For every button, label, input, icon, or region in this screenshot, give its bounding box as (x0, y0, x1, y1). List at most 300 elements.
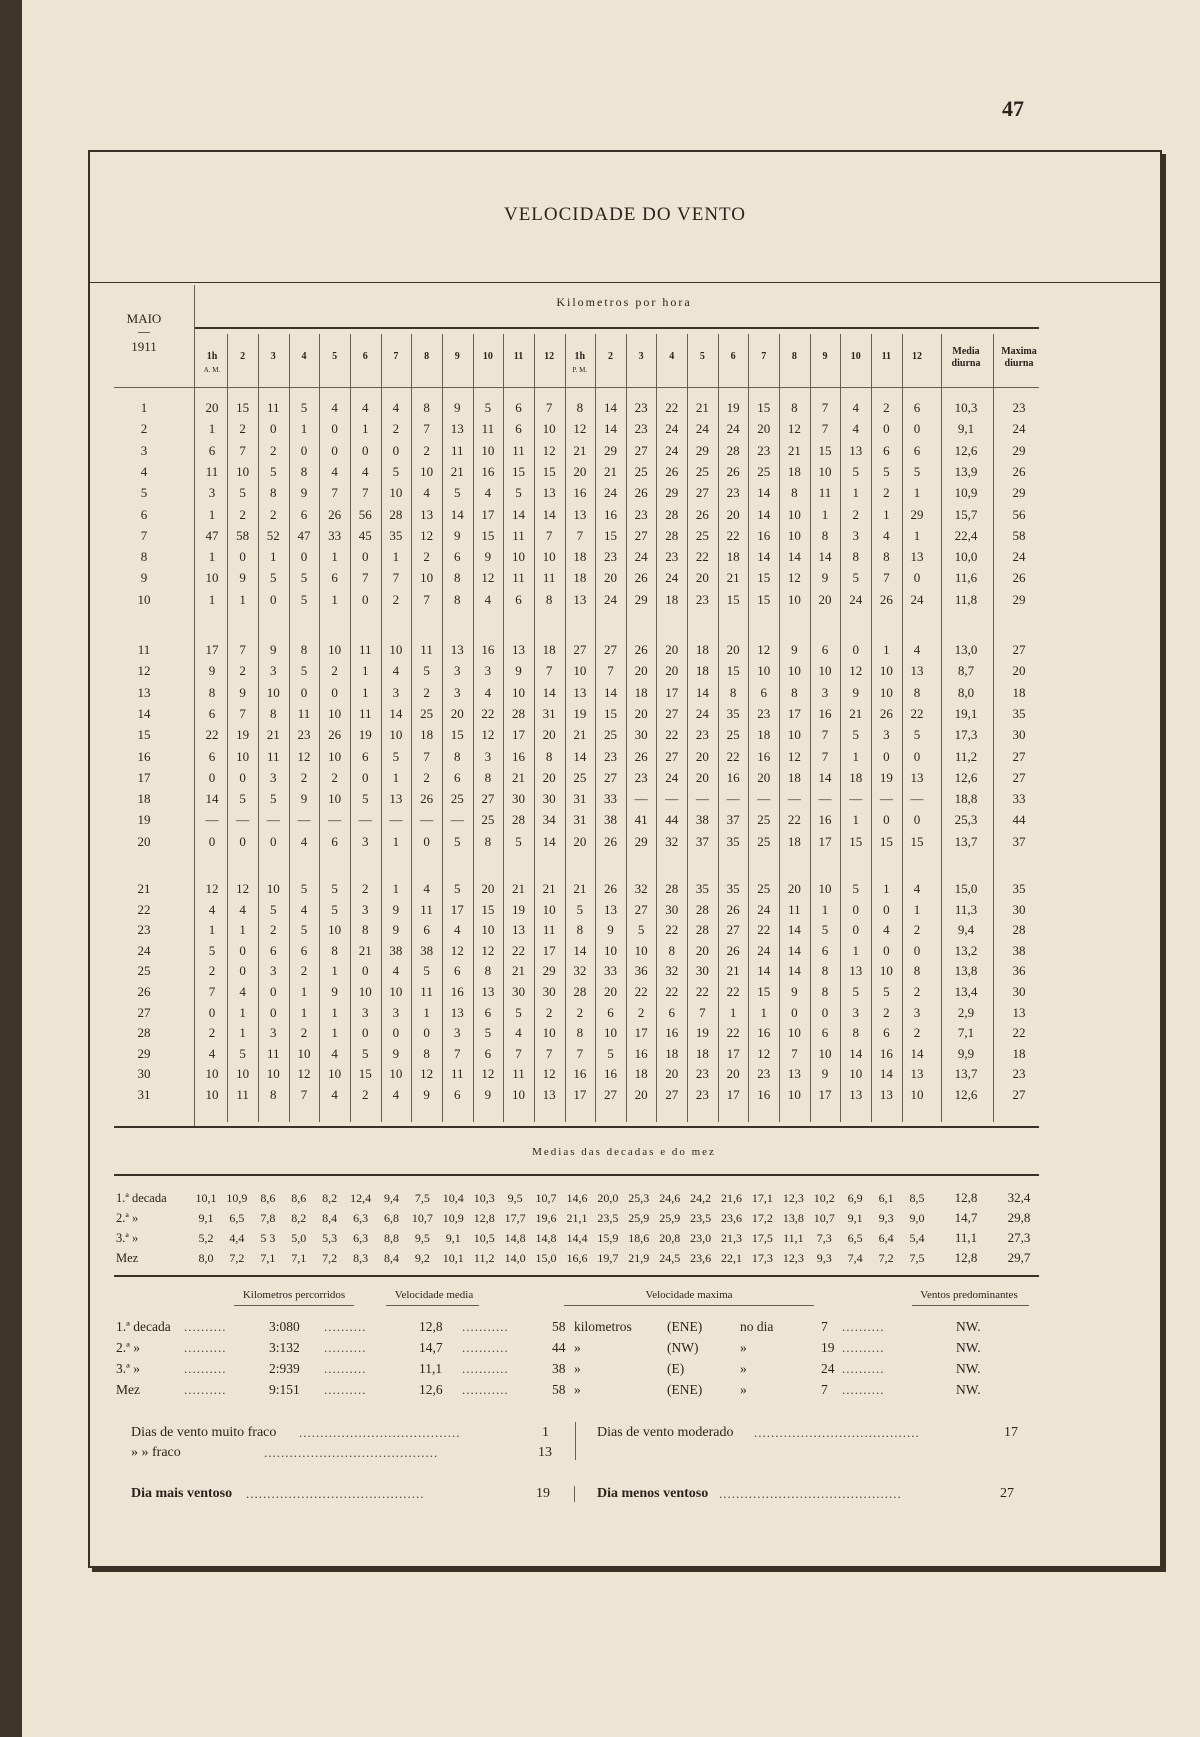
decade-value: 10,1 (442, 1251, 464, 1265)
column-rule (575, 1422, 576, 1460)
hour-value: 6 (208, 748, 216, 764)
hour-value: 6 (423, 922, 430, 938)
hour-value: 56 (358, 506, 372, 522)
column-rule (574, 1486, 575, 1502)
hour-value: 2 (883, 400, 890, 415)
hour-value: 29 (634, 833, 648, 849)
hour-header: 5 (332, 351, 338, 362)
day-label: 21 (137, 881, 151, 896)
hour-value: — (726, 791, 740, 807)
hour-value: 10 (910, 1087, 924, 1102)
hour-value: 18 (573, 549, 587, 565)
hour-value: 6 (607, 1004, 614, 1020)
hour-value: 26 (695, 506, 709, 522)
decade-mean: 12,8 (954, 1190, 978, 1205)
decade-value: 17,3 (751, 1251, 773, 1265)
hour-value: 0 (913, 812, 921, 828)
daily-max: 30 (1012, 727, 1026, 743)
decade-value: 19,6 (535, 1211, 557, 1225)
hour-value: 10 (481, 922, 495, 938)
hour-value: 6 (668, 1004, 676, 1020)
summary-km: 3:080 (269, 1319, 300, 1334)
hour-value: 15 (603, 527, 617, 543)
hour-value: 35 (726, 833, 740, 849)
hour-value: 12 (481, 570, 495, 586)
hour-value: 8 (821, 527, 829, 543)
row-rule (114, 1275, 1039, 1277)
summary-dots: .......... (842, 1382, 885, 1397)
hour-value: 26 (634, 485, 648, 501)
hour-value: 1 (729, 1004, 737, 1020)
footer-dots: .......................................... (246, 1486, 425, 1501)
hour-value: 12 (450, 942, 464, 958)
hour-value: 17 (726, 1045, 740, 1061)
hour-value: 7 (883, 570, 890, 586)
daily-mean: 11,3 (954, 901, 978, 917)
hour-value: 16 (603, 506, 617, 522)
hour-value: 13 (849, 963, 863, 979)
hour-value: 1 (392, 769, 400, 785)
hour-value: 13 (450, 642, 464, 657)
decade-label: 2.ª » (116, 1211, 139, 1225)
daily-max: 27 (1012, 769, 1026, 785)
hour-value: 26 (603, 833, 617, 849)
hour-value: 1 (883, 881, 890, 896)
hour-value: 20 (634, 705, 648, 721)
hour-value: 6 (453, 769, 461, 785)
hour-value: 7 (545, 527, 553, 543)
hour-value: 13 (389, 791, 403, 807)
hour-value: 8 (270, 485, 277, 501)
hour-value: 8 (576, 1025, 584, 1041)
hour-value: 10 (481, 442, 495, 458)
hour-value: 1 (913, 527, 921, 543)
decade-value: 8,8 (383, 1231, 399, 1245)
decade-value: 14,4 (566, 1231, 588, 1245)
month-label: MAIO (126, 311, 162, 326)
hour-value: 33 (603, 963, 617, 979)
hour-value: 9 (607, 922, 614, 938)
hour-value: 20 (726, 506, 740, 522)
hour-value: 21 (573, 881, 587, 896)
hour-value: — (297, 812, 311, 828)
hour-value: 13 (910, 769, 924, 785)
hour-value: 0 (392, 1025, 400, 1041)
hour-value: 13 (450, 421, 464, 437)
hour-value: 12 (542, 1066, 556, 1082)
hour-value: 4 (392, 400, 400, 415)
hour-value: 5 (300, 570, 308, 586)
hour-value: 8 (576, 400, 584, 415)
hour-value: 10 (634, 942, 648, 958)
decade-max: 32,4 (1007, 1190, 1031, 1205)
hour-value: 8 (821, 963, 829, 979)
hour-value: 23 (757, 705, 771, 721)
hour-value: 25 (726, 727, 740, 743)
daily-mean: 10,3 (954, 400, 978, 415)
hour-value: 11 (236, 1087, 249, 1102)
footer-dots: ......................................... (264, 1445, 439, 1460)
summary-day: 19 (821, 1340, 835, 1355)
hour-value: 15 (603, 705, 617, 721)
hour-value: 22 (481, 705, 495, 721)
hour-value: 2 (423, 442, 430, 458)
hour-value: 0 (852, 922, 859, 938)
hour-value: 26 (603, 881, 617, 896)
daily-mean: 10,9 (954, 485, 978, 501)
daily-max: 24 (1012, 549, 1026, 565)
daily-mean: 13,0 (954, 642, 978, 657)
hour-value: 4 (883, 527, 890, 543)
hour-value: 25 (603, 727, 617, 743)
hour-value: 11 (542, 922, 556, 938)
maxima-header: Maxima diurna (1001, 346, 1037, 369)
hour-value: 29 (542, 963, 556, 979)
hour-value: 5 (821, 922, 829, 938)
hour-value: 4 (913, 881, 921, 896)
hour-value: 0 (423, 1025, 430, 1041)
summary-heading-ventos: Ventos predominantes (920, 1289, 1018, 1301)
hour-value: 2 (331, 769, 338, 785)
hour-value: 5 (883, 463, 890, 479)
hour-header: 6 (730, 351, 736, 362)
hour-value: 12 (481, 1066, 495, 1082)
year-label: 1911 (131, 339, 157, 354)
hour-value: 23 (726, 485, 740, 501)
decade-value: 20,0 (597, 1191, 619, 1205)
hour-value: 8 (270, 705, 277, 721)
hour-value: 10 (757, 663, 771, 679)
hour-value: 0 (791, 1004, 798, 1020)
hour-value: 7 (607, 663, 614, 679)
hour-value: 1 (392, 881, 400, 896)
hour-value: 20 (757, 769, 771, 785)
hour-value: 1 (331, 549, 338, 565)
hour-value: 9 (300, 485, 308, 501)
hour-value: 23 (634, 769, 648, 785)
hour-value: 23 (695, 727, 709, 743)
hour-value: 4 (331, 463, 338, 479)
hour-value: 20 (787, 881, 801, 896)
hour-value: 2 (545, 1004, 553, 1020)
hour-value: 2 (576, 1004, 584, 1020)
hour-value: 11 (420, 984, 433, 999)
hour-value: 17 (818, 1087, 832, 1102)
hour-value: 5 (392, 463, 400, 479)
hour-value: 38 (603, 812, 617, 828)
hour-value: 0 (883, 748, 890, 764)
hour-value: 23 (634, 506, 648, 522)
hour-value: 28 (512, 812, 526, 828)
hour-value: 23 (695, 1087, 709, 1102)
hour-value: 11 (267, 748, 280, 764)
hour-value: 12 (849, 663, 863, 679)
hour-value: 2 (913, 922, 921, 938)
hour-value: 20 (205, 400, 219, 415)
column-rule (993, 334, 994, 1122)
hour-value: 21 (512, 963, 526, 979)
hour-value: 0 (423, 833, 430, 849)
decade-value: 9,1 (198, 1211, 214, 1225)
hour-value: 10 (205, 1087, 219, 1102)
decade-value: 8,3 (353, 1251, 369, 1265)
hour-value: 2 (392, 421, 400, 437)
day-label: 16 (137, 748, 151, 764)
daily-max: 23 (1012, 400, 1026, 415)
hour-value: 1 (331, 963, 338, 979)
hour-value: 7 (453, 1045, 461, 1061)
hour-value: 8 (484, 769, 492, 785)
decade-value: 9,0 (909, 1211, 925, 1225)
day-label: 29 (137, 1045, 151, 1061)
hour-value: 5 (607, 1045, 614, 1061)
hour-value: 11 (267, 400, 280, 415)
hour-value: 0 (821, 1004, 829, 1020)
summary-dots: .......... (324, 1319, 367, 1334)
hour-value: 2 (270, 442, 277, 458)
hour-value: 13 (481, 984, 495, 999)
hour-value: 19 (695, 1025, 709, 1041)
hour-value: 7 (392, 570, 400, 586)
summary-row-label: 3.ª » (116, 1361, 140, 1376)
hour-value: 5 (913, 463, 921, 479)
hour-value: 5 (883, 984, 890, 999)
hour-value: 10 (787, 591, 801, 607)
decade-value: 9,4 (383, 1191, 399, 1205)
hour-value: 4 (331, 1045, 338, 1061)
hour-value: 38 (420, 942, 434, 958)
hour-value: 35 (726, 705, 740, 721)
daily-max: 29 (1012, 485, 1026, 501)
hour-value: 5 (362, 1045, 369, 1061)
decade-value: 17,5 (751, 1231, 773, 1245)
hour-value: 20 (603, 570, 617, 586)
hour-value: 24 (603, 591, 617, 607)
daily-mean: 13,9 (954, 463, 978, 479)
decade-value: 7,5 (909, 1251, 925, 1265)
day-label: 12 (137, 663, 151, 679)
hour-value: 18 (787, 833, 801, 849)
hour-value: 0 (239, 549, 246, 565)
hour-value: 25 (757, 463, 771, 479)
hour-value: 10 (542, 549, 556, 565)
hour-value: 6 (515, 400, 522, 415)
hour-value: 0 (270, 591, 277, 607)
day-label: 1 (140, 400, 148, 415)
hour-value: 10 (603, 942, 617, 958)
hour-value: 8 (545, 591, 553, 607)
hour-value: 20 (665, 663, 679, 679)
hour-value: 10 (389, 984, 403, 999)
hour-value: 8 (821, 984, 829, 999)
hour-value: 2 (208, 963, 216, 979)
daily-max: 38 (1012, 942, 1026, 958)
hour-value: 0 (852, 642, 859, 657)
hour-value: 6 (208, 705, 216, 721)
hour-value: 21 (573, 727, 587, 743)
hour-value: 25 (695, 527, 709, 543)
daily-max: 37 (1012, 833, 1026, 849)
hour-value: 2 (913, 1025, 921, 1041)
summary-unit: kilometros (574, 1319, 632, 1334)
hour-value: 26 (634, 642, 648, 657)
hour-value: 21 (512, 769, 526, 785)
summary-direction: (ENE) (667, 1319, 703, 1334)
daily-max: 30 (1012, 984, 1026, 999)
decade-max: 29,8 (1007, 1210, 1031, 1225)
hour-header: 3 (270, 351, 276, 362)
hour-value: — (787, 791, 801, 807)
hour-value: 8 (270, 1087, 277, 1102)
hour-value: 16 (481, 642, 495, 657)
hour-value: 17 (665, 684, 679, 700)
hour-value: 22 (695, 984, 709, 999)
hour-value: 32 (634, 881, 648, 896)
hour-value: 30 (542, 984, 556, 999)
summary-max: 58 (552, 1319, 566, 1334)
hour-value: 22 (665, 727, 679, 743)
hour-value: 10 (328, 705, 342, 721)
hour-value: 6 (821, 642, 829, 657)
hour-value: 10 (389, 642, 403, 657)
hour-value: 10 (512, 1087, 526, 1102)
hour-value: 12 (205, 881, 219, 896)
hour-value: 7 (362, 485, 369, 501)
decade-value: 23,6 (721, 1211, 743, 1225)
hour-value: 7 (821, 748, 829, 764)
decade-value: 9,5 (414, 1231, 430, 1245)
hour-value: 7 (576, 527, 584, 543)
hour-value: 4 (484, 684, 492, 700)
hour-header: 8 (791, 351, 797, 362)
hour-value: 0 (239, 833, 246, 849)
hour-value: 20 (726, 642, 740, 657)
decade-mean: 12,8 (954, 1250, 978, 1265)
hour-value: 14 (757, 485, 771, 501)
hour-value: 9 (484, 1087, 492, 1102)
hour-value: 29 (910, 506, 924, 522)
hour-value: 23 (634, 400, 648, 415)
hour-value: — (910, 791, 924, 807)
hour-value: 5 (300, 922, 308, 938)
daily-mean: 8,0 (957, 684, 975, 700)
hour-value: 9 (821, 570, 829, 586)
decade-value: 7,2 (878, 1251, 894, 1265)
hour-value: 9 (300, 791, 308, 807)
hour-value: 11 (512, 1066, 525, 1082)
hour-value: 10 (603, 1025, 617, 1041)
hour-value: 16 (481, 463, 495, 479)
hour-value: 27 (634, 901, 648, 917)
day-label: 7 (140, 527, 148, 543)
hour-value: 0 (300, 549, 308, 565)
hour-value: 24 (849, 591, 863, 607)
hour-value: 0 (331, 421, 338, 437)
decade-value: 12,3 (782, 1251, 804, 1265)
hour-value: 7 (515, 1045, 522, 1061)
hour-value: 8 (791, 400, 798, 415)
hour-value: 30 (542, 791, 556, 807)
hour-value: 1 (852, 748, 859, 764)
hour-value: 2 (423, 769, 430, 785)
day-label: 13 (137, 684, 151, 700)
hour-value: 8 (484, 963, 492, 979)
hour-value: 0 (913, 942, 921, 958)
hour-value: 8 (484, 833, 492, 849)
hour-header: 2 (240, 351, 246, 362)
hour-value: 18 (695, 1045, 709, 1061)
summary-direction: (ENE) (667, 1382, 703, 1397)
hour-value: — (757, 791, 771, 807)
hour-value: 11 (512, 442, 525, 458)
hour-value: 7 (331, 485, 338, 501)
summary-heading-km: Kilometros percorridos (242, 1289, 346, 1301)
hour-value: 11 (267, 1045, 280, 1061)
daily-max: 24 (1012, 421, 1026, 437)
hour-value: 10 (849, 1066, 863, 1082)
decade-value: 7,2 (229, 1251, 245, 1265)
hour-value: 2 (913, 984, 921, 999)
hour-value: 4 (300, 901, 308, 917)
decade-value: 24,5 (659, 1251, 681, 1265)
decade-value: 4,4 (229, 1231, 245, 1245)
hour-value: 13 (879, 1087, 893, 1102)
row-rule (138, 332, 150, 333)
hour-value: 12 (420, 1066, 434, 1082)
hour-value: 18 (573, 570, 587, 586)
hour-value: 8 (852, 549, 859, 565)
hour-value: 19 (358, 727, 372, 743)
hour-value: 6 (300, 942, 308, 958)
hour-value: 26 (328, 506, 342, 522)
hour-value: 3 (208, 485, 216, 501)
decade-value: 5,0 (291, 1231, 307, 1245)
hour-value: 7 (791, 1045, 798, 1061)
day-label: 26 (137, 984, 151, 999)
decade-value: 6,5 (847, 1231, 863, 1245)
hour-value: 2 (852, 506, 859, 522)
decade-value: 10,7 (813, 1211, 835, 1225)
hour-value: 8 (300, 642, 308, 657)
hour-value: 13 (573, 506, 587, 522)
hour-value: 7 (423, 591, 430, 607)
hour-value: 14 (757, 506, 771, 522)
hour-value: 17 (542, 942, 556, 958)
hour-value: 15 (757, 570, 771, 586)
hour-value: 18 (695, 642, 709, 657)
hour-value: 0 (300, 684, 308, 700)
hour-value: 17 (726, 1087, 740, 1102)
hour-value: 1 (852, 485, 859, 501)
hour-value: 0 (208, 769, 216, 785)
decade-value: 13,8 (782, 1211, 804, 1225)
hour-value: 10 (787, 663, 801, 679)
hour-value: 6 (453, 963, 461, 979)
hour-value: 1 (239, 922, 246, 938)
hour-value: 7 (362, 570, 369, 586)
hour-value: 2 (270, 922, 277, 938)
hour-value: 14 (573, 942, 587, 958)
hour-value: 13 (420, 506, 434, 522)
hour-value: 3 (270, 963, 277, 979)
hour-value: 6 (883, 1025, 890, 1041)
decade-value: 8,2 (322, 1191, 338, 1205)
hour-value: 10 (328, 791, 342, 807)
decade-value: 14,8 (535, 1231, 557, 1245)
hour-value: 10 (818, 1045, 832, 1061)
hour-value: 10 (542, 1025, 556, 1041)
hour-value: 5 (852, 881, 859, 896)
